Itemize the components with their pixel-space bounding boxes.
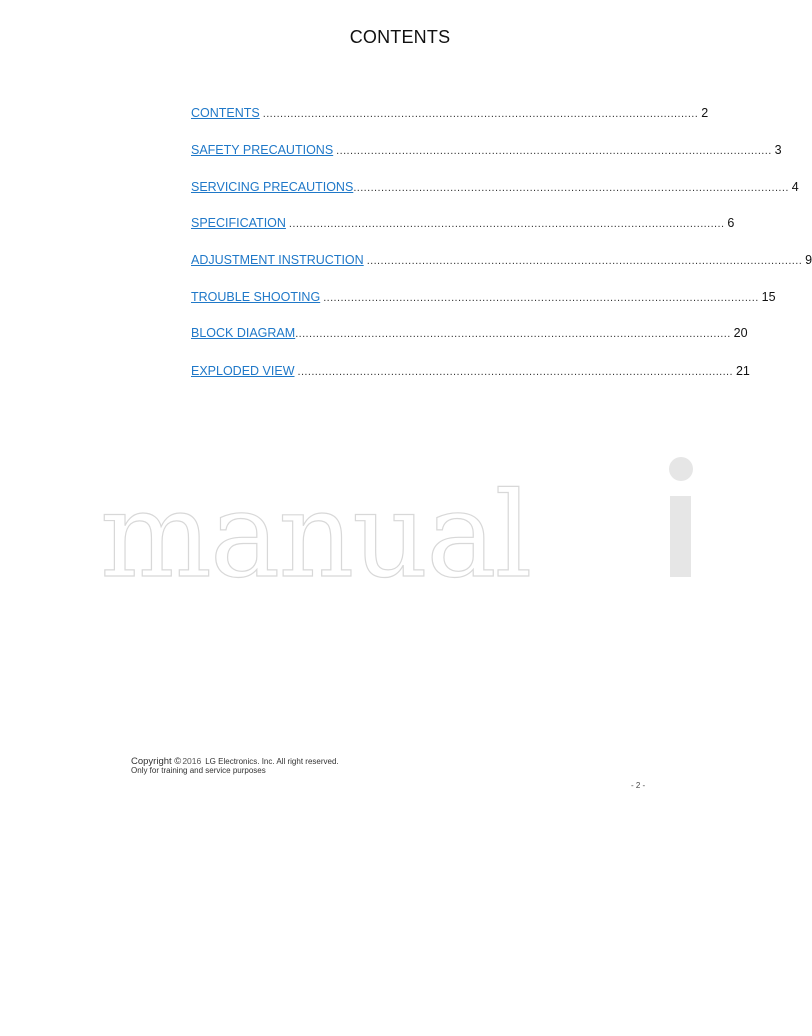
toc-page-number: 3 bbox=[774, 143, 782, 157]
toc-leader-dots: .............................................................................................................................. bbox=[336, 145, 772, 157]
watermark-i-stem bbox=[670, 496, 691, 577]
toc-page-number: 4 bbox=[791, 180, 799, 194]
toc-page-number: 2 bbox=[701, 106, 709, 120]
footer-copyright bbox=[131, 757, 339, 775]
copyright-year: 2016 bbox=[182, 756, 202, 766]
toc-leader-dots: .............................................................................................................................. bbox=[323, 292, 759, 304]
toc-link-block-diagram[interactable]: BLOCK DIAGRAM bbox=[191, 326, 296, 340]
toc-link-safety-precautions[interactable]: SAFETY PRECAUTIONS bbox=[191, 143, 334, 157]
toc-link-adjustment-instruction[interactable]: ADJUSTMENT INSTRUCTION bbox=[191, 253, 364, 267]
watermark-logo-graphic bbox=[100, 448, 700, 604]
toc-link-specification[interactable]: SPECIFICATION bbox=[191, 216, 286, 230]
toc-link-servicing-precautions[interactable]: SERVICING PRECAUTIONS bbox=[191, 180, 354, 194]
watermark-logo bbox=[100, 448, 700, 604]
copyright-prefix: Copyright © bbox=[131, 756, 182, 767]
toc-entry-safety-precautions bbox=[191, 143, 782, 161]
toc-leader-dots: .............................................................................................................................. bbox=[262, 108, 699, 120]
toc-page-number: 9 bbox=[805, 253, 812, 267]
watermark-i-dot bbox=[669, 457, 693, 481]
toc-entry-servicing-precautions bbox=[191, 180, 799, 198]
usage-notice: Only for training and service purposes bbox=[131, 766, 266, 775]
copyright-holder: LG Electronics. Inc. All right reserved. bbox=[205, 757, 339, 766]
toc-entry-contents bbox=[191, 106, 709, 124]
copyright-line bbox=[131, 757, 339, 766]
page-title: CONTENTS bbox=[349, 27, 451, 47]
toc-page-number: 21 bbox=[735, 364, 750, 378]
toc-leader-dots: .............................................................................................................................. bbox=[353, 182, 789, 194]
toc-link-exploded-view[interactable]: EXPLODED VIEW bbox=[191, 364, 295, 378]
watermark-text: manual bbox=[100, 466, 531, 604]
toc-leader-dots: .............................................................................................................................. bbox=[297, 366, 733, 378]
toc-entry-adjustment-instruction bbox=[191, 253, 812, 271]
toc-entry-exploded-view bbox=[191, 364, 750, 382]
page-number: - 2 - bbox=[631, 781, 646, 790]
toc-page-number: 15 bbox=[761, 290, 776, 304]
toc-entry-block-diagram bbox=[191, 326, 748, 344]
toc-link-contents[interactable]: CONTENTS bbox=[191, 106, 260, 120]
toc-leader-dots: .............................................................................................................................. bbox=[288, 218, 725, 230]
toc-leader-dots: .............................................................................................................................. bbox=[295, 328, 731, 340]
toc-page-number: 6 bbox=[727, 216, 735, 230]
toc-entry-trouble-shooting bbox=[191, 290, 776, 308]
toc-entry-specification bbox=[191, 216, 735, 234]
toc-page-number: 20 bbox=[733, 326, 748, 340]
toc-leader-dots: .............................................................................................................................. bbox=[366, 255, 803, 267]
toc-link-trouble-shooting[interactable]: TROUBLE SHOOTING bbox=[191, 290, 321, 304]
